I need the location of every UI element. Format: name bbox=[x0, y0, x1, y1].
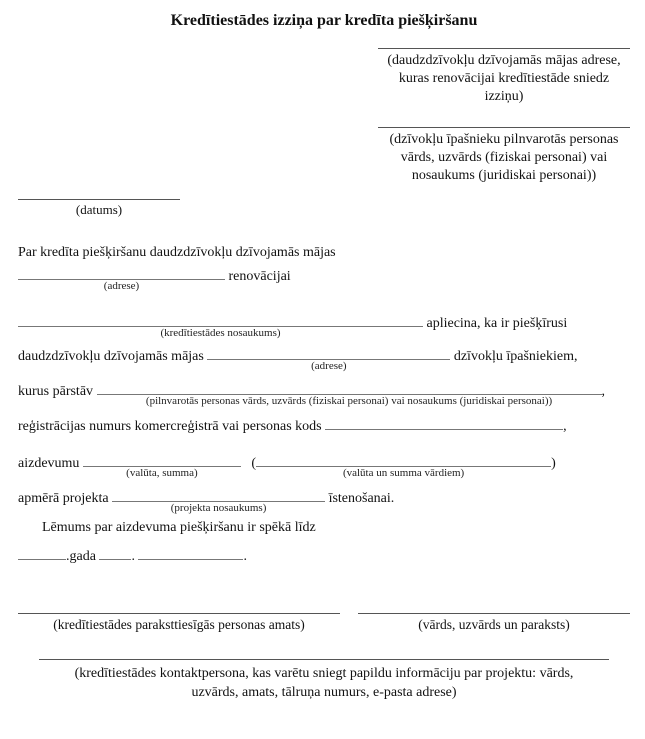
signature-row bbox=[18, 613, 630, 633]
row-represented-by bbox=[18, 381, 630, 407]
fill-line-signer-position bbox=[18, 613, 340, 614]
fill-line-year bbox=[18, 546, 66, 560]
header-block-address bbox=[378, 48, 630, 106]
row-loan-amount bbox=[18, 453, 630, 479]
text-period-2: . bbox=[243, 549, 247, 564]
label-signer-name: (vārds, uzvārds un paraksts) bbox=[418, 617, 570, 632]
text-paren-close: ) bbox=[551, 456, 556, 471]
label-address-1: (adrese) bbox=[103, 280, 140, 292]
label-project-name: (projekta nosaukums) bbox=[170, 502, 267, 514]
text-building: daudzdzīvokļu dzīvojamās mājas bbox=[18, 349, 204, 364]
text-loan: aizdevumu bbox=[18, 456, 80, 471]
row-project bbox=[18, 488, 630, 514]
intro-text: Par kredīta piešķiršanu daudzdzīvokļu dzīvojamās mājas bbox=[18, 245, 336, 260]
text-period-1: . bbox=[131, 549, 135, 564]
note-building-address: (daudzdzīvokļu dzīvojamās mājas adrese, kuras renovācijai kredītiestāde sniedz izziņu) bbox=[387, 53, 621, 104]
text-implementation: īstenošanai. bbox=[328, 491, 395, 506]
label-currency-sum: (valūta, summa) bbox=[126, 467, 198, 479]
fill-line-registration-number bbox=[325, 416, 563, 430]
fill-line-currency-sum bbox=[83, 453, 241, 479]
row-valid-date bbox=[18, 546, 630, 567]
text-owners: dzīvokļu īpašniekiem, bbox=[453, 349, 578, 364]
contact-block bbox=[18, 659, 630, 702]
fill-line-currency-words bbox=[256, 453, 551, 479]
label-signer-position: (kredītiestādes paraksttiesīgās personas amats) bbox=[53, 617, 305, 632]
text-registration: reģistrācijas numurs komercreģistrā vai personas kods bbox=[18, 419, 322, 434]
label-authorized-name: (pilnvarotās personas vārds, uzvārds (fiziskai personai) vai nosaukums (juridiskai personai)) bbox=[145, 395, 553, 407]
row-building-owners bbox=[18, 346, 630, 372]
page-title: Kredītiestādes izziņa par kredīta piešķiršanu bbox=[170, 12, 478, 29]
row-decision bbox=[18, 517, 630, 538]
paragraph-intro bbox=[18, 242, 630, 263]
fill-line-month bbox=[138, 546, 243, 560]
label-contact-person: (kredītiestādes kontaktpersona, kas varētu sniegt papildu informāciju par projektu: vārds, uzvārds, amats, tālruņa numurs, e-pasta adrese) bbox=[74, 666, 574, 700]
signature-name-block bbox=[358, 613, 630, 633]
fill-line-bank-name bbox=[18, 313, 423, 339]
date-block bbox=[18, 199, 180, 218]
fill-line-project-name bbox=[112, 488, 325, 514]
fill-line-building-address bbox=[378, 48, 630, 49]
note-authorized-person: (dzīvokļu īpašnieku pilnvarotās personas vārds, uzvārds (fiziskai personai) vai nosaukums (juridiskai personai)) bbox=[389, 132, 619, 183]
label-currency-words: (valūta un summa vārdiem) bbox=[342, 467, 465, 479]
label-address-2: (adrese) bbox=[311, 360, 347, 372]
text-decision: Lēmums par aizdevuma piešķiršanu ir spēkā līdz bbox=[42, 520, 316, 535]
row-bank-confirm bbox=[18, 313, 630, 339]
text-paren-open: ( bbox=[251, 456, 257, 471]
text-represent-comma: , bbox=[601, 384, 606, 399]
fill-line-date bbox=[18, 199, 180, 200]
text-gada: .gada bbox=[66, 549, 96, 564]
header-block-authorized-person bbox=[378, 127, 630, 185]
fill-line-day bbox=[99, 546, 131, 560]
fill-line-authorized-person bbox=[378, 127, 630, 128]
row-registration bbox=[18, 416, 630, 437]
fill-line-address-2 bbox=[207, 346, 450, 372]
fill-line-signer-name bbox=[358, 613, 630, 614]
label-bank-name: (kredītiestādes nosaukums) bbox=[160, 327, 281, 339]
text-registration-comma: , bbox=[563, 419, 567, 434]
fill-line-contact-person bbox=[39, 659, 609, 660]
fill-line-address-1 bbox=[18, 266, 225, 292]
date-label: (datums) bbox=[75, 202, 123, 217]
fill-line-authorized-name bbox=[97, 381, 602, 407]
text-confirm: apliecina, ka ir piešķīrusi bbox=[426, 316, 568, 331]
signature-position-block bbox=[18, 613, 340, 633]
row-renovation-address bbox=[18, 266, 630, 292]
text-represent: kurus pārstāv bbox=[18, 384, 94, 399]
text-amount: apmērā projekta bbox=[18, 491, 109, 506]
text-renovation: renovācijai bbox=[228, 269, 291, 284]
